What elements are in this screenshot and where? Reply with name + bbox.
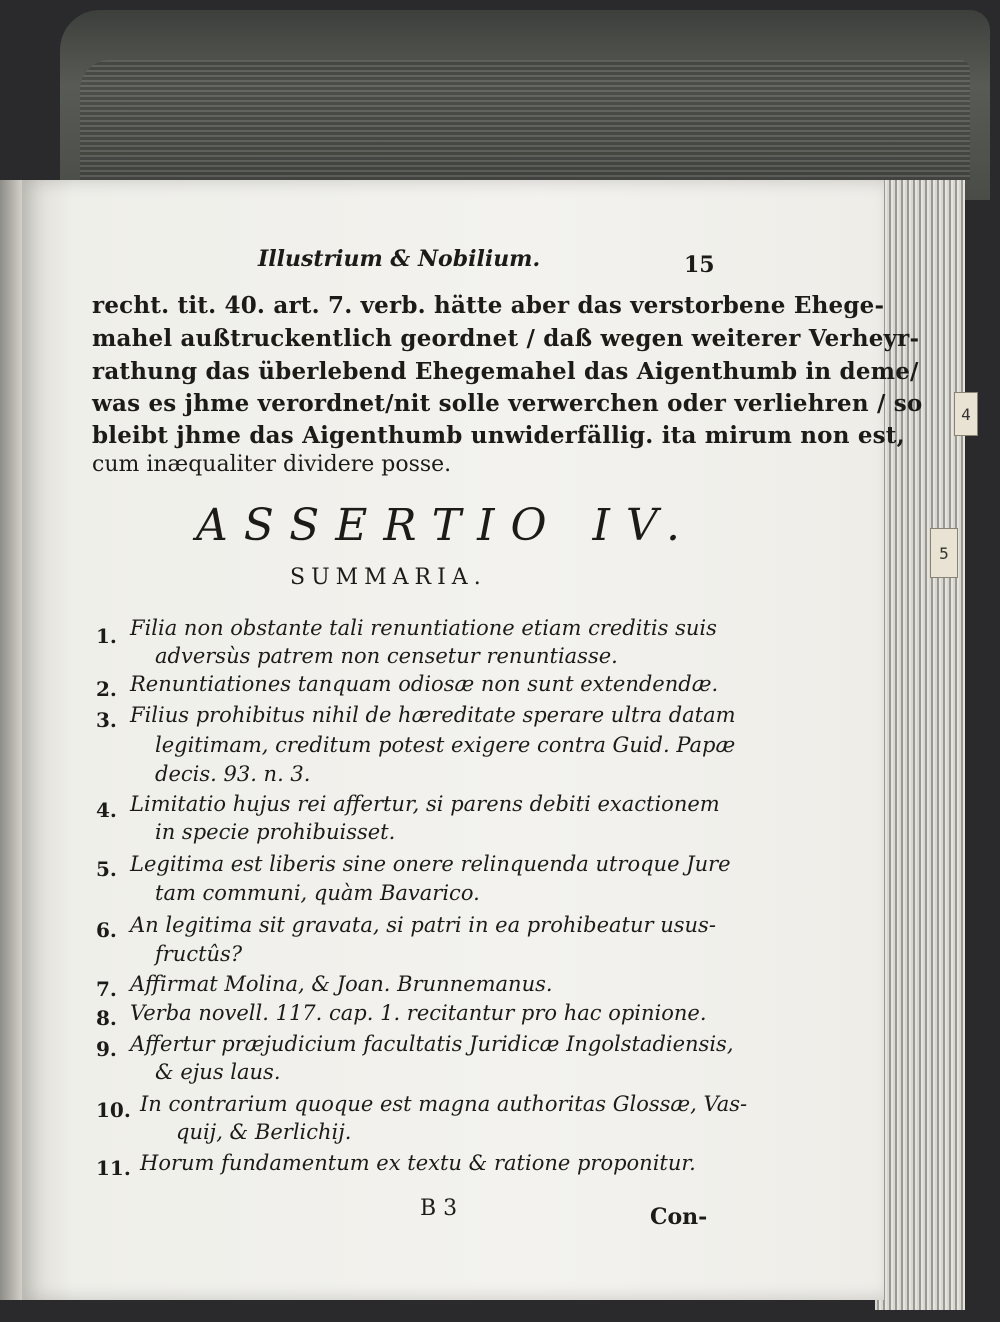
item-number: 10. — [96, 1098, 131, 1122]
page-tab-label: 4 — [961, 404, 971, 424]
item-number: 9. — [96, 1037, 117, 1061]
item-line: adversùs patrem non censetur renuntiasse. — [155, 644, 618, 668]
item-number: 11. — [96, 1156, 131, 1180]
item-line: & ejus laus. — [155, 1060, 281, 1084]
item-number: 5. — [96, 857, 117, 881]
item-number: 2. — [96, 677, 117, 701]
catchword: Con- — [650, 1204, 708, 1230]
signature-mark: B 3 — [420, 1196, 458, 1221]
item-line: Limitatio hujus rei affertur, si parens debiti exactionem — [130, 792, 720, 816]
summaria-heading: SUMMARIA. — [290, 565, 487, 590]
item-number: 6. — [96, 918, 117, 942]
item-line: Verba novell. 117. cap. 1. recitantur pro hac opinione. — [130, 1001, 707, 1025]
item-line: Filia non obstante tali renuntiatione etiam creditis suis — [130, 616, 717, 640]
page-tab-label: 5 — [939, 543, 949, 563]
item-number: 1. — [96, 624, 117, 648]
item-number: 8. — [96, 1006, 117, 1030]
item-line: Renuntiationes tanquam odiosæ non sunt extendendæ. — [130, 672, 719, 696]
body-line: cum inæqualiter dividere posse. — [92, 452, 452, 477]
item-line: tam communi, quàm Bavarico. — [155, 881, 480, 905]
body-line: bleibt jhme das Aigenthumb unwiderfällig. ita mirum non est, — [92, 422, 905, 449]
item-line: Affirmat Molina, & Joan. Brunnemanus. — [130, 972, 553, 996]
page-number: 15 — [684, 252, 715, 278]
item-line: Affertur præjudicium facultatis Juridicæ Ingolstadiensis, — [130, 1032, 734, 1056]
body-line: mahel außtruckentlich geordnet / daß wegen weiterer Verheyr- — [92, 325, 920, 352]
running-title: Illustrium & Nobilium. — [258, 246, 541, 272]
item-line: Horum fundamentum ex textu & ratione proponitur. — [140, 1151, 696, 1175]
item-number: 7. — [96, 977, 117, 1001]
item-line: In contrarium quoque est magna authoritas Glossæ, Vas- — [140, 1092, 748, 1116]
item-number: 4. — [96, 798, 117, 822]
body-line: recht. tit. 40. art. 7. verb. hätte aber das verstorbene Ehege- — [92, 292, 885, 319]
item-line: fructûs? — [155, 942, 243, 966]
item-line: quij, & Berlichij. — [176, 1120, 352, 1144]
item-line: in specie prohibuisset. — [155, 820, 396, 844]
item-line: legitimam, creditum potest exigere contra Guid. Papæ — [155, 733, 736, 757]
item-line: An legitima sit gravata, si patri in ea prohibeatur usus- — [130, 913, 716, 937]
item-number: 3. — [96, 708, 117, 732]
body-line: was es jhme verordnet/nit solle verwerchen oder verliehren / so — [92, 390, 923, 417]
item-line: Legitima est liberis sine onere relinquenda utroque Jure — [130, 852, 731, 876]
body-line: rathung das überlebend Ehegemahel das Aigenthumb in deme/ — [92, 358, 919, 385]
section-heading: ASSERTIO IV. — [196, 500, 696, 551]
item-line: decis. 93. n. 3. — [155, 762, 311, 786]
item-line: Filius prohibitus nihil de hæreditate sperare ultra datam — [130, 703, 736, 727]
